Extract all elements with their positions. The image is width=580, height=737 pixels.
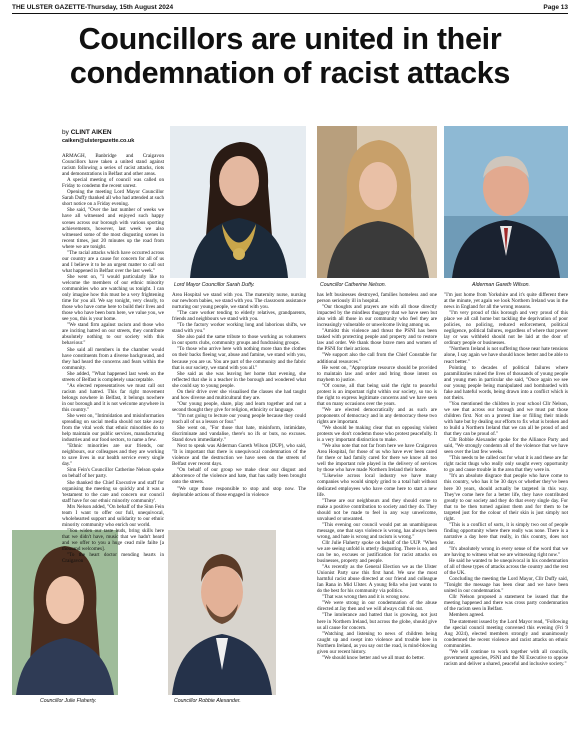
paragraph: Cllr Robbie Alexander spoke for the Alliance Party and said, "We strongly condemn all of the violence that we have seen over the last few weeks. [444, 437, 568, 456]
paragraph: "The intolerance and hatred that is growing, not just here in Northern Ireland, but across the globe, should give us all cause for concern. [317, 612, 437, 631]
page-header [12, 3, 568, 14]
paragraph: "Ethnic minorities are our friends, our neighbours, our colleagues and they are working to save lives in our health service every single day." [62, 443, 164, 468]
paragraph: "I'm very proud of this borough and very proud of this place we all call home but tackling the deprivation of poor policies, no policing, reduced enforcement, political negligence, political failures, regardless of where that power lay or was withheld should not be laid at the door of ordinary people or businesses. [444, 310, 568, 347]
wilson-portrait [444, 126, 568, 278]
paragraph: She went on, "I would particularly like to welcome the members of our ethnic minority communities who are watching us tonight. I can only imagine how this must be a very frightening time for you all. We say tonight, very clearly, to those who have come here to build their lives and those who have been born here, we value you, we see you, this is your home. [62, 273, 164, 323]
paragraph: "These are our neighbours and they should come to make a positive contribution to society and they do. They should not be made to feel in any way unwelcome, unvalued or unwanted. [317, 497, 437, 522]
paragraph: "We urge those responsible to stop and stop now. The deplorable actions of those engaged in violence [172, 485, 306, 498]
byline [62, 129, 134, 145]
paragraph: "This needs to be called out for what it is and these are far right racist thugs who really only sought every opportunity to go and cause trouble in the area that they were in. [444, 455, 568, 474]
paragraph: He said he wanted to be unequivocal in his condemnation of all of these types of attacks across the country and the rest of the UK. [444, 558, 568, 577]
paragraph: Cllr Nelson proposed a statement be issued that the meeting happened and there was cross party condemnation of the racism seen in Belfast. [444, 594, 568, 613]
paragraph: "We are elected democratically and as such are proponents of democracy and in any democracy these two rights are important. [317, 406, 437, 425]
caption-alexander: Councillor Robbie Alexander. [174, 698, 241, 704]
alexander-portrait [168, 530, 276, 695]
paragraph: Opening the meeting Lord Mayor Councillor Sarah Duffy thanked all who had attended at such short notice on a Friday evening. [62, 189, 164, 208]
paragraph: Members agreed. [449, 612, 485, 619]
paragraph: The statement issued by the Lord Mayor read, "Following the special council meeting convened this evening (Fri 9 Aug 2024), elected members strongly and unanimously condemned the recent violence and racist attacks on ethnic communities. [444, 618, 568, 649]
paragraph: She said all members in the chamber would have constituents from a diverse background, and they had heard the concerns and fears within the community. [62, 346, 164, 371]
paragraph: Concluding the meeting the Lord Mayor, Cllr Duffy said, "Tonight the message has been clear and we have been united in our condemnation." [444, 576, 568, 595]
paragraph: "We will continue to work together with all councils, government agencies, PSNI and the NI Executive to oppose racism and deliver a shared, peaceful and inclusive society." [444, 648, 568, 667]
paragraph: "Northern Ireland is not suffering those near hate tensions alone, I say again we have should know better and be able to react better." [444, 346, 568, 365]
paragraph: She went on, "Intimidation and misinformation spreading on social media should not take away from the vital work that ethnic minorities do to help maintain our public services, manufacturing industries and our food sectors, to name a few. [62, 413, 164, 444]
paragraph: She also paid the same tribute to those working as volunteers in our sports clubs, community groups and fundraising groups. [172, 334, 306, 347]
paragraph: "Amidst this violence and threat the PSNI has been tasked with protecting people and property and to restore law and order. We thank those brave men and women of the PSNI for their actions. [317, 328, 437, 353]
caption-wilson: Alderman Gareth Wilson. [472, 282, 530, 288]
paragraph: "I'm not going to lecture our young people because they could teach all of us a lesson or four." [172, 412, 306, 425]
paragraph: "This evening our council would put an unambiguous message, one that says violence is wrong, has always been wrong, and hate is wrong and racism is wrong." [317, 521, 437, 540]
caption-flaherty: Councillor Julie Flaherty. [40, 698, 97, 704]
paragraph: ARMAGH, Banbridge and Craigavon Councillors have taken a united stand against racism following a series of racist attacks, riots and demonstrations in Belfast and other areas. [62, 153, 164, 178]
photo-nelson [317, 126, 437, 278]
paragraph: "Watching and listening to news of children being caught up and swept into violence and trouble here in Northern Ireland, as you say out the road, is mind-blowing given our recent history. [317, 630, 437, 655]
paragraph: "It's an absolute disgrace that people who have come to this country, who has it be 30 days or whether they've been here 30 years, should actually be targeted in this way. They've come here for a better life, they have contributed greatly to our society and they do that every single day. For that to be then turned against them and for them to be targeted just for the colour of their skin is just simply not right. [444, 473, 568, 522]
paragraph: "We should know better and we all must do better. [322, 654, 425, 661]
paragraph: "I'm just home from Yorkshire and it's quite different there at the minute, yet again we look Northern Ireland was in the news in England for all the wrong reasons. [444, 292, 568, 311]
paragraph: "To the factory worker working long and laborious shifts, we stand with you." [172, 322, 306, 335]
paragraph: "Our thoughts and prayers are with all those directly impacted by the mindless thuggery that we have seen but also with all those in our community who feel they are increasingly vulnerable or unwelcome living among us. [317, 304, 437, 329]
article-column-3 [317, 292, 437, 717]
masthead-date: THE ULSTER GAZETTE-Thursday, 15th August 2024 [12, 4, 174, 11]
article-column-2 [172, 292, 306, 524]
article-column-1 [62, 153, 164, 565]
byline-prefix: by [62, 129, 69, 136]
author-email: caiken@ulstergazette.co.uk [62, 138, 135, 144]
paragraph: "We support also the call from the Chief Constable for additional resources." [317, 352, 437, 365]
paragraph: "You widen our taste buds, bring skills here that we didn't have, music that we hadn't heard and we offer to you a huge cead mile failte [a thousand welcomes]. [62, 527, 164, 553]
paragraph: On their drive over she visualised the classes she had taught and how diverse and multicultural they are. [172, 388, 306, 401]
paragraph: She said, "Over the last number of weeks we have all witnessed and enjoyed such happy scenes across our borough with various sporting achievements, however, last week we also witnessed some of the most disgusting scenes in recent times, just 20 minutes up the road from where we are tonight. [62, 207, 164, 250]
article-headline: Councillors are united in their condemnation of racist attacks [69, 22, 511, 90]
photo-alexander [168, 530, 276, 695]
paragraph: "We were strong in our condemnation of the abuse directed at Jay then and we will always call this out. [317, 600, 437, 613]
photo-wilson [444, 126, 568, 278]
caption-lord-mayor: Lord Mayor Councillor Sarah Duffy. [174, 282, 255, 288]
nelson-portrait [317, 126, 437, 278]
paragraph: "Of course, all that being said the right to peaceful protest is an important right within our society, so too is the right to express legitimate concerns and we have seen that on many occasions over the years. [317, 382, 437, 407]
paragraph: "The racial attacks which have occurred across our country are a cause for concern for all of us and I believe it to be an urgent matter to call out what happened in Belfast over the last week." [62, 249, 164, 274]
lord-mayor-portrait [170, 126, 306, 278]
paragraph: Area Hospital we stand with you. The maternity nurse, nursing our newborn babies, we stand with you. The classroom assistance nurturing our young people, we stand with you. [172, 292, 306, 311]
paragraph: has left businesses destroyed, families homeless and one person seriously ill in hospital. [317, 292, 437, 305]
paragraph: "It's absolutely wrong in every sense of the word that we are having to witness what we are witnessing right now." [444, 545, 568, 559]
paragraph: "On behalf of our group we make clear our disgust and abhorrence of the violence and hate, that has sadly been brought onto the streets. [172, 467, 306, 486]
paragraph: "To the heart doctor mending hearts in Craigavon [62, 552, 164, 565]
paragraph: "That was wrong then and it is wrong now. [322, 594, 410, 601]
paragraph: Pointing to decades of political failures where paramilitaries ruined the lives of thousands of young people and young men in particular she said, "Once again we see our young people being manipulated and bombarded with fake and hateful words, being drawn into a conflict which is not theirs. [444, 364, 568, 401]
paragraph: Next to speak was Alderman Gareth Wilson (DUP), who said, "It is important that there is unequivocal condemnation of the violence and the destruction we have seen on the streets of Belfast over recent days. [172, 443, 306, 468]
page-number: Page 13 [543, 4, 568, 11]
photo-lord-mayor [170, 126, 306, 278]
paragraph: A special meeting of council was called on Friday to condemn the recent unrest. [62, 177, 164, 190]
caption-nelson: Councillor Catherine Nelson. [320, 282, 387, 288]
paragraph: She added, "What happened last week on the streets of Belfast is completely unacceptable. [62, 370, 164, 383]
paragraph: "As recently as the General Election we as the Ulster Unionist Party saw this first hand. We saw the most harmful racist abuse directed at our friend and colleague Ian Rana in Mid Ulster. A young fella who just wants to do the best for his community via politics. [317, 564, 437, 595]
paragraph: "Likewise across local industry we have many companies who would simply grind to a total halt without dedicated employees who have come here to start a new life. [317, 473, 437, 498]
paragraph: "Our young people, share, play and learn together and not a second thought they give for religion, ethnicity or language. [172, 400, 306, 413]
paragraph: She went on, "For those that hate, misinform, intimidate, discriminate and vandalise, there's no ifs or buts, no excuses. Stand down immediately." [172, 425, 306, 444]
paragraph: "This is a conflict of sorts, it is simply two out of people finding opportunity where there really was none. There is a narrative a day here that really, in this country, does not exist. [444, 521, 568, 546]
paragraph: Sinn Fein's Councillor Catherine Nelson spoke on behalf of her party. [62, 467, 164, 480]
paragraph: "We stand firm against racism and those who are inciting hatred on our streets, they contribute absolutely nothing to our society with this behaviour." [62, 322, 164, 347]
paragraph: "We also note that not far from here we have Craigavon Area Hospital, for those of us who have ever been cared for there or had family cared for there we know all too well the important role played in the delivery of services by those who have made Northern Ireland their home. [317, 443, 437, 474]
paragraph: Mrs Nelson added, "On behalf of the Sinn Fein team I want to offer our full, unequivocal, wholehearted support and solidarity to our ethnic minority community who enrich our world. [62, 503, 164, 528]
paragraph: "To those who arrive here with nothing more than the clothes on their backs fleeing war, abuse and famine, we stand with you, because you are us. You are part of the community and the fabric that is our society, we stand with you all." [172, 346, 306, 371]
paragraph: She said as she was leaving her home that evening, she reflected that she is a teacher in the borough and wondered what she could say to young people. [172, 370, 306, 389]
paragraph: She thanked the Chief Executive and staff for organising the meeting so quickly and it was a 'testament to the care and concern our council staff have for our ethnic minority community'. [62, 479, 164, 504]
paragraph: "As elected representatives we must call out racism and hatred. This far right movement belongs nowhere in Belfast, it belongs nowhere in our borough and it is not welcome anywhere in this country." [62, 382, 164, 413]
author-name: CLINT AIKEN [70, 129, 112, 136]
paragraph: "The care worker tending to elderly relatives, grandparents, friends and neighbours we stand with you. [172, 310, 306, 323]
paragraph: "You mentioned the children in your school Cllr Nelson, we see that across our borough and we must put those children first. Not on a protest line or filling their minds with hate but by dealing our efforts to fix what is broken and to build a Northern Ireland that we can all be proud of and that they can be proud of." [444, 400, 568, 438]
paragraph: He went on, "Appropriate resource should be provided to maintain law and order and bring those intent on mayhem to justice. [317, 364, 437, 383]
article-column-4 [444, 292, 568, 717]
paragraph: "We should be making clear that on opposing violent protests we don't condemn those who protest peacefully. It is a very important distinction to make. [317, 425, 437, 444]
paragraph: Cllr Julie Flaherty spoke on behalf of the UUP. "When we are seeing unfold is utterly disgusting. There is no, and can be no, excuses or justification for racist attacks on businesses, property and people. [317, 539, 437, 565]
